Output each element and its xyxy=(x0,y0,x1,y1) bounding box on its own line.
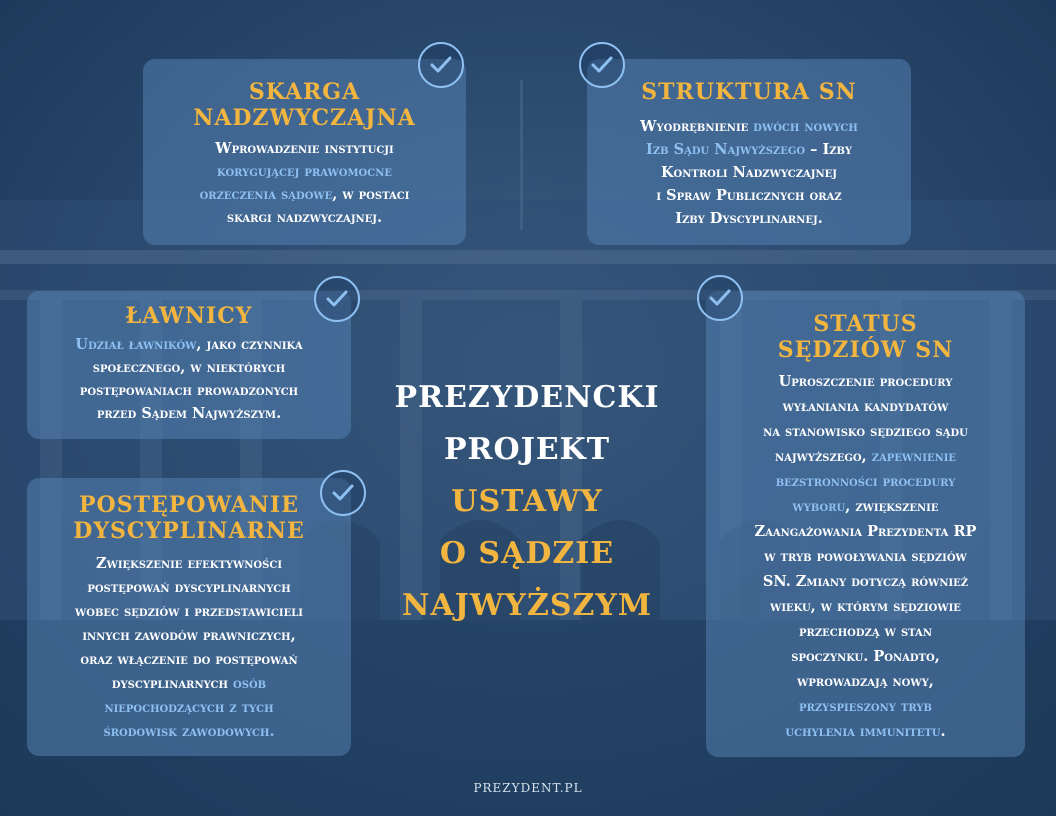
highlight-text: uchylenia immunitetu xyxy=(785,723,941,740)
body-text: . xyxy=(940,723,946,740)
body-text: SN. Zmiany dotyczą również xyxy=(762,573,969,590)
body-text: na stanowisko sędziego sądu xyxy=(763,423,968,440)
body-text: Kontroli Nadzwyczajnej xyxy=(660,164,838,181)
card-title: ŁAWNICY xyxy=(125,303,253,329)
body-text: przed Sądem Najwyższym. xyxy=(96,405,282,422)
footer-site-name[interactable]: PREZYDENT.PL xyxy=(473,781,583,795)
body-text: , w postaci xyxy=(332,186,410,203)
title-line: NADZWYCZAJNA xyxy=(193,105,416,131)
card-title xyxy=(706,311,1025,363)
highlight-text: bezstronności procedury xyxy=(775,473,956,490)
body-text: innych zawodów prawniczych, xyxy=(82,627,296,644)
title-line: POSTĘPOWANIE xyxy=(79,492,299,518)
card-body xyxy=(706,369,1025,744)
highlight-text: dwóch nowych xyxy=(753,118,858,135)
highlight-text: niepochodzących z tych xyxy=(104,699,274,716)
center-title-line: PROJEKT xyxy=(443,432,611,467)
card-title: STRUKTURA SN xyxy=(641,79,857,105)
body-text: w tryb powoływania sędziów xyxy=(764,548,967,565)
body-text: postępowaniach prowadzonych xyxy=(79,382,299,399)
highlight-text: przyspieszony tryb xyxy=(799,698,932,715)
title-line: STATUS xyxy=(813,311,918,337)
highlight-text: zapewnienie xyxy=(871,448,957,465)
center-title-line: O SĄDZIE xyxy=(439,536,615,571)
highlight-text: osób xyxy=(233,675,267,692)
body-text: Zaangażowania Prezydenta RP xyxy=(754,523,977,540)
title-line: SKARGA xyxy=(248,79,361,105)
body-text: Wyodrębnienie xyxy=(640,118,754,135)
body-text: dyscyplinarnych xyxy=(111,675,234,692)
check-circle-icon xyxy=(314,276,360,322)
center-title-line: PREZYDENCKI xyxy=(394,380,660,415)
check-circle-icon xyxy=(418,42,464,88)
body-text: społecznego, w niektórych xyxy=(92,359,286,376)
body-text: najwyższego, xyxy=(774,448,872,465)
check-circle-icon xyxy=(697,275,743,321)
body-text: wobec sędziów i przedstawicieli xyxy=(75,603,303,620)
body-text: , zwiększenie xyxy=(845,498,939,515)
highlight-text: orzeczenia sądowe xyxy=(199,186,333,203)
body-text: spoczynku. Ponadto, xyxy=(791,648,940,665)
title-line: DYSCYPLINARNE xyxy=(73,518,305,544)
card-title xyxy=(27,492,351,544)
body-text: Izby Dyscyplinarnej. xyxy=(675,210,823,227)
card-body xyxy=(143,137,466,229)
body-text: wyłaniania kandydatów xyxy=(782,398,949,415)
card-skarga-nadzwyczajna xyxy=(143,59,466,245)
card-lawnicy xyxy=(27,291,351,439)
highlight-text: Izb Sądu Najwyższego xyxy=(646,141,806,158)
highlight-text: korygującej prawomocne xyxy=(217,163,392,180)
card-body xyxy=(27,333,351,425)
body-text: , jako czynnika xyxy=(196,336,303,353)
title-line: SĘDZIÓW SN xyxy=(777,337,954,363)
body-text: wprowadzają nowy, xyxy=(797,673,934,690)
center-title-line: USTAWY xyxy=(451,484,603,519)
card-body xyxy=(27,552,351,744)
card-body xyxy=(587,115,911,230)
card-status-sedziow-sn xyxy=(706,291,1025,757)
center-title-line: NAJWYŻSZYM xyxy=(401,588,653,623)
body-text: i Spraw Publicznych oraz xyxy=(656,187,842,204)
body-text: – Izby xyxy=(805,141,852,158)
highlight-text: wyboru xyxy=(792,498,846,515)
body-text: Uproszczenie procedury xyxy=(778,373,953,390)
card-title xyxy=(143,79,466,131)
center-title xyxy=(372,372,682,632)
check-circle-icon xyxy=(320,470,366,516)
body-text: Zwiększenie efektywności xyxy=(96,555,282,572)
check-circle-icon xyxy=(579,42,625,88)
highlight-text: środowisk zawodowych. xyxy=(103,723,275,740)
body-text: przechodzą w stan xyxy=(799,623,932,640)
body-text: wieku, w którym sędziowie xyxy=(770,598,961,615)
card-struktura-sn xyxy=(587,59,911,245)
card-postepowanie-dyscyplinarne xyxy=(27,478,351,756)
body-text: oraz włączenie do postępowań xyxy=(80,651,298,668)
body-text: postępowań dyscyplinarnych xyxy=(87,579,291,596)
body-text: skargi nadzwyczajnej. xyxy=(226,209,383,226)
body-text: Wprowadzenie instytucji xyxy=(215,140,394,157)
highlight-text: Udział ławników xyxy=(75,336,197,353)
